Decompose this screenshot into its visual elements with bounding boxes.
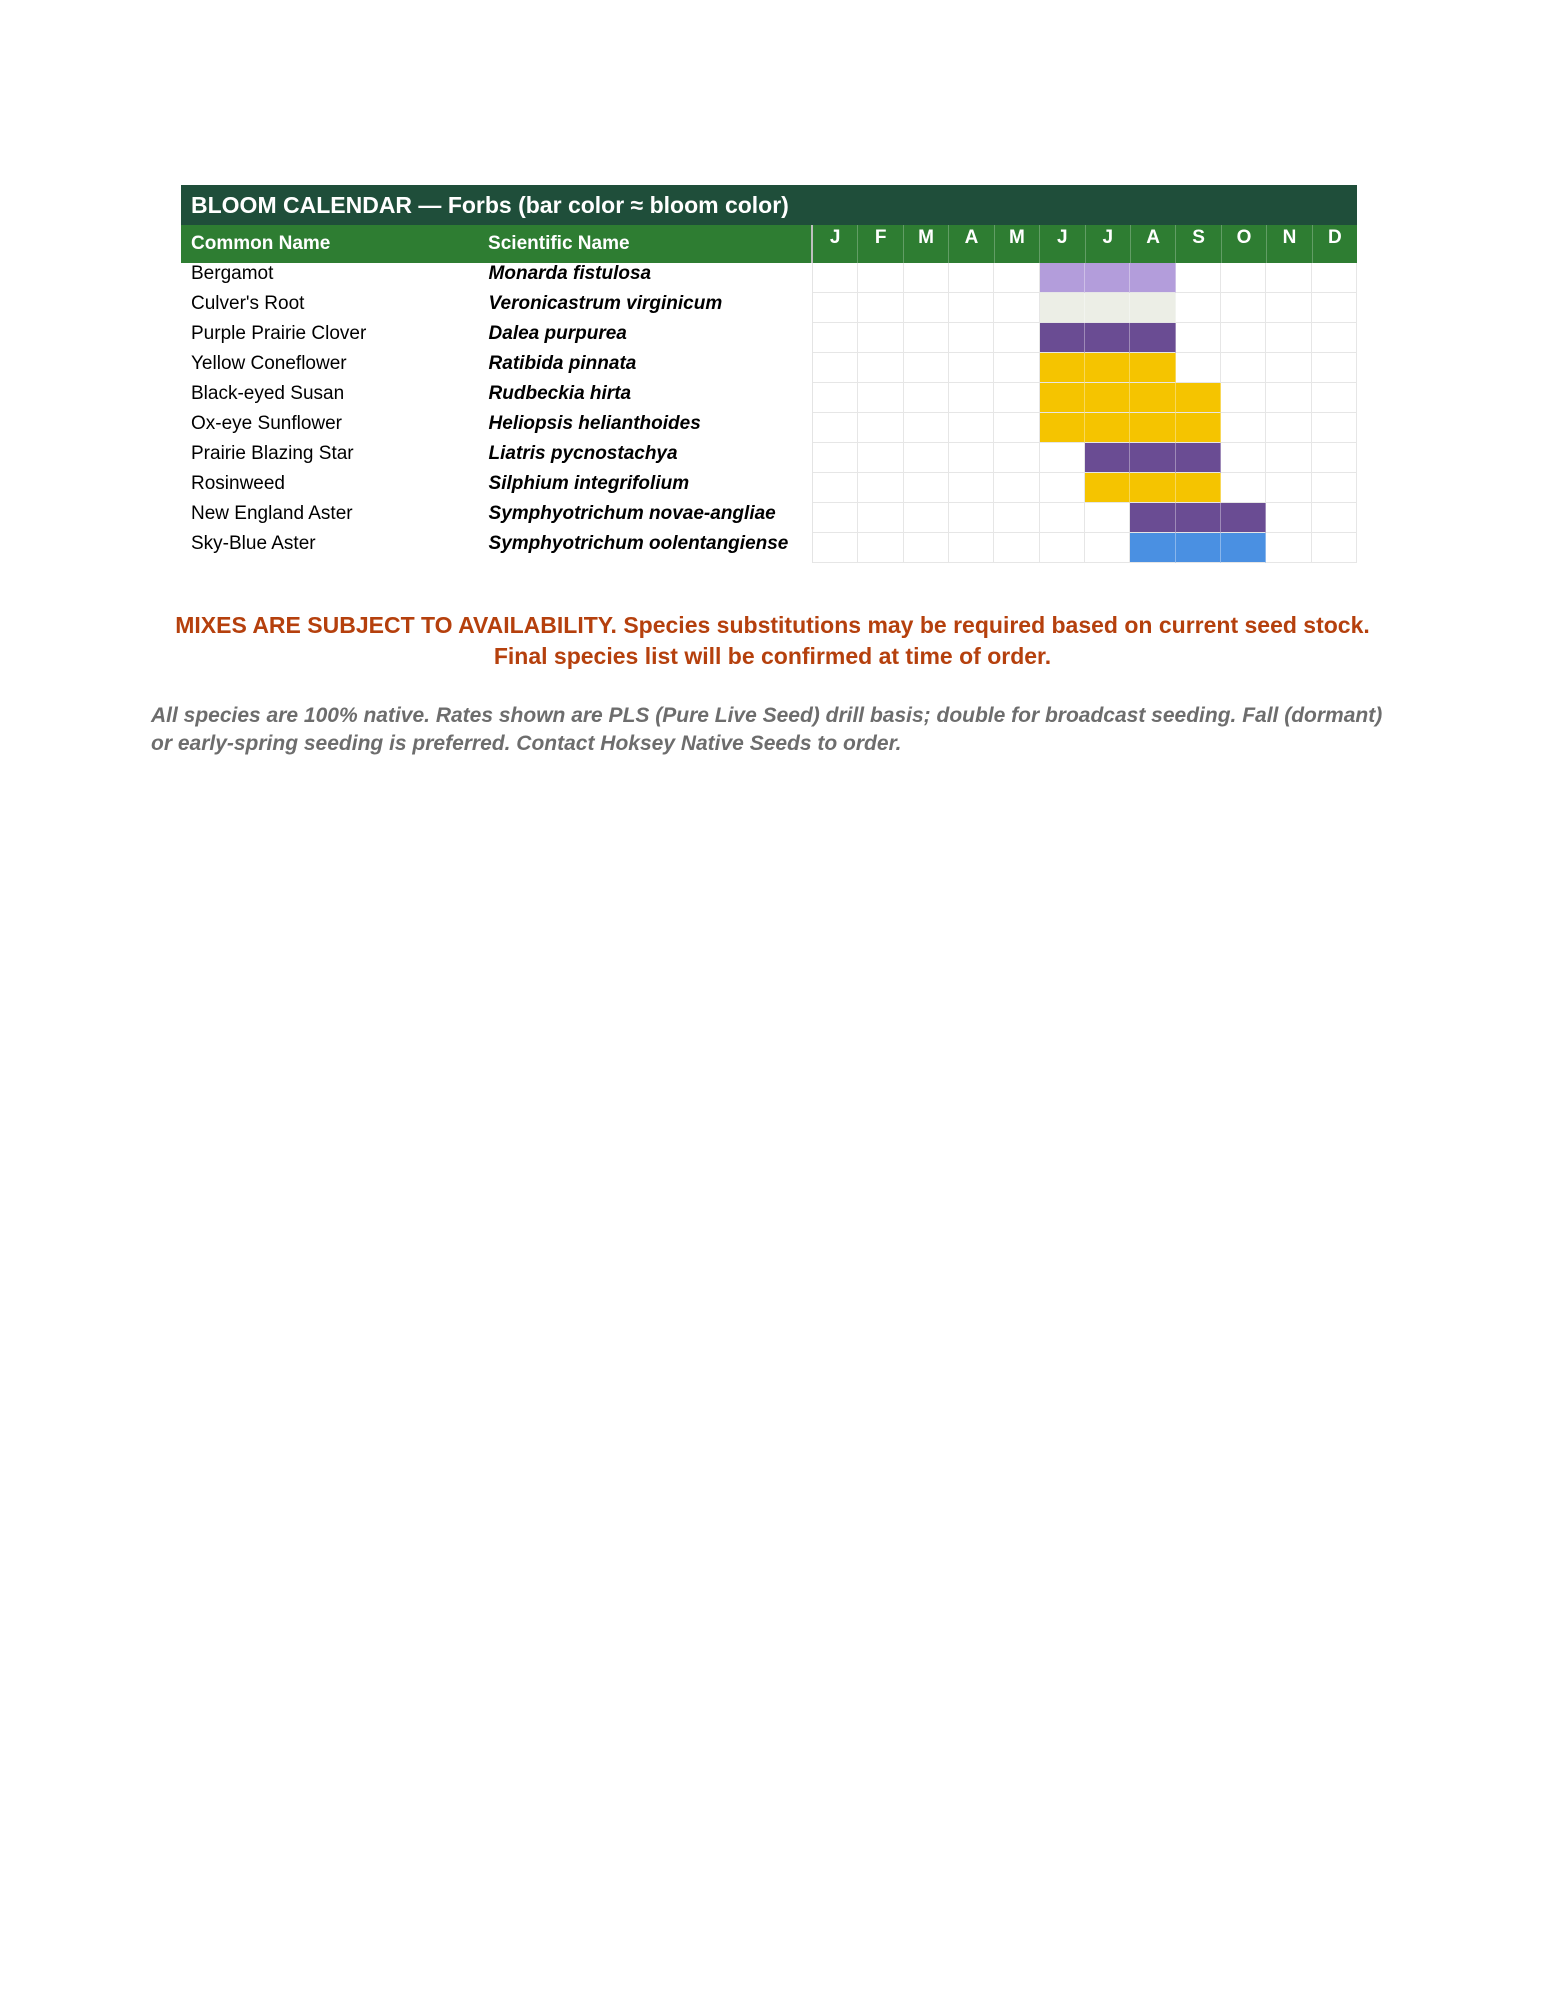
- bloom-grid: [812, 353, 1357, 383]
- bloom-grid: [812, 443, 1357, 473]
- month-header-10: O: [1221, 225, 1266, 263]
- month-cell: [813, 383, 858, 413]
- month-cell: [858, 263, 903, 293]
- bloom-bar-cell: [1085, 413, 1130, 443]
- table-row: [181, 263, 1357, 293]
- month-cell: [904, 473, 949, 503]
- common-name: Purple Prairie Clover: [191, 323, 367, 344]
- month-cell: [904, 533, 949, 563]
- month-header-1: J: [829, 227, 841, 248]
- table-row: [181, 533, 1357, 563]
- month-cell: [1221, 443, 1266, 473]
- month-cell: [813, 443, 858, 473]
- month-cell: [858, 503, 903, 533]
- bloom-calendar-table: [181, 185, 1357, 563]
- bloom-bar-cell: [1130, 413, 1175, 443]
- bloom-bar-cell: [1085, 293, 1130, 323]
- month-headers: [811, 225, 1357, 263]
- month-cell: [1221, 353, 1266, 383]
- month-header-6: J: [1039, 225, 1084, 263]
- bloom-bar-cell: [1085, 263, 1130, 293]
- column-header-scientific-name: Scientific Name: [488, 233, 630, 254]
- month-cell: [1312, 443, 1357, 473]
- table-row: [181, 323, 1357, 353]
- month-header-12: D: [1312, 225, 1357, 263]
- month-header-5: M: [994, 225, 1039, 263]
- month-cell: [994, 293, 1039, 323]
- table-row: [181, 443, 1357, 473]
- month-cell: [904, 503, 949, 533]
- month-cell: [904, 353, 949, 383]
- bloom-bar-cell: [1130, 503, 1175, 533]
- month-cell: [1312, 503, 1357, 533]
- month-header-4: A: [948, 225, 993, 263]
- bloom-bar-cell: [1130, 323, 1175, 353]
- table-row: [181, 473, 1357, 503]
- column-header-common-name: Common Name: [191, 233, 331, 254]
- scientific-name: Ratibida pinnata: [488, 353, 637, 374]
- month-cell: [1040, 443, 1085, 473]
- bloom-bar-cell: [1040, 353, 1085, 383]
- common-name: Bergamot: [191, 263, 274, 284]
- month-cell: [1040, 533, 1085, 563]
- table-title: BLOOM CALENDAR — Forbs (bar color ≈ bloom color): [181, 185, 1357, 225]
- month-cell: [858, 533, 903, 563]
- month-cell: [904, 293, 949, 323]
- month-cell: [949, 413, 994, 443]
- month-cell: [1176, 353, 1221, 383]
- month-cell: [1312, 353, 1357, 383]
- table-row: [181, 503, 1357, 533]
- month-cell: [949, 353, 994, 383]
- bloom-grid: [812, 413, 1357, 443]
- month-cell: [1266, 413, 1311, 443]
- month-cell: [1266, 353, 1311, 383]
- bloom-grid: [812, 263, 1357, 293]
- bloom-bar-cell: [1221, 503, 1266, 533]
- month-cell: [813, 293, 858, 323]
- common-name: Sky-Blue Aster: [191, 533, 316, 554]
- month-cell: [994, 263, 1039, 293]
- table-row: [181, 293, 1357, 323]
- month-cell: [813, 323, 858, 353]
- month-cell: [1266, 263, 1311, 293]
- month-cell: [813, 473, 858, 503]
- availability-notice: MIXES ARE SUBJECT TO AVAILABILITY. Species substitutions may be required based on current seed stock. Final species list will be confirmed at time of order.: [175, 612, 1370, 669]
- month-cell: [949, 443, 994, 473]
- month-cell: [1221, 263, 1266, 293]
- month-header-11: N: [1266, 225, 1311, 263]
- month-cell: [904, 443, 949, 473]
- bloom-bar-cell: [1085, 323, 1130, 353]
- month-cell: [1266, 383, 1311, 413]
- table-row: [181, 353, 1357, 383]
- seeding-footnote: All species are 100% native. Rates shown are PLS (Pure Live Seed) drill basis; double for broadcast seeding. Fall (dormant) or early-spring seeding is preferred. Contact Hoksey Native Seeds to order.: [151, 704, 1383, 755]
- bloom-bar-cell: [1040, 383, 1085, 413]
- month-cell: [994, 383, 1039, 413]
- bloom-bar-cell: [1040, 413, 1085, 443]
- scientific-name: Monarda fistulosa: [488, 263, 652, 284]
- month-cell: [858, 413, 903, 443]
- common-name: Ox-eye Sunflower: [191, 413, 343, 434]
- month-cell: [949, 533, 994, 563]
- bloom-bar-cell: [1130, 353, 1175, 383]
- month-cell: [858, 383, 903, 413]
- month-cell: [994, 413, 1039, 443]
- month-cell: [949, 383, 994, 413]
- bloom-bar-cell: [1040, 263, 1085, 293]
- scientific-name: Liatris pycnostachya: [488, 443, 678, 464]
- table-row: [181, 413, 1357, 443]
- month-cell: [813, 533, 858, 563]
- bloom-bar-cell: [1085, 383, 1130, 413]
- bloom-bar-cell: [1130, 473, 1175, 503]
- scientific-name: Heliopsis helianthoides: [488, 413, 701, 434]
- bloom-bar-cell: [1176, 383, 1221, 413]
- scientific-name: Silphium integrifolium: [488, 473, 690, 494]
- month-cell: [949, 263, 994, 293]
- bloom-grid: [812, 383, 1357, 413]
- month-cell: [1312, 383, 1357, 413]
- month-cell: [949, 473, 994, 503]
- bloom-bar-cell: [1130, 263, 1175, 293]
- month-cell: [858, 293, 903, 323]
- month-header-8: A: [1130, 225, 1175, 263]
- month-cell: [813, 263, 858, 293]
- month-header-9: S: [1175, 225, 1220, 263]
- month-cell: [813, 503, 858, 533]
- bloom-bar-cell: [1176, 413, 1221, 443]
- month-cell: [1266, 323, 1311, 353]
- month-cell: [858, 353, 903, 383]
- header-row: [181, 225, 1357, 263]
- month-header-7: J: [1085, 225, 1130, 263]
- month-cell: [813, 353, 858, 383]
- month-cell: [1312, 473, 1357, 503]
- bloom-bar-cell: [1176, 473, 1221, 503]
- month-cell: [1312, 263, 1357, 293]
- scientific-name: Dalea purpurea: [488, 323, 627, 344]
- common-name: Yellow Coneflower: [191, 353, 347, 374]
- month-cell: [1266, 293, 1311, 323]
- bloom-bar-cell: [1176, 443, 1221, 473]
- month-cell: [1176, 263, 1221, 293]
- species-rows: [181, 263, 1357, 563]
- bloom-bar-cell: [1085, 443, 1130, 473]
- month-header-3: M: [903, 225, 948, 263]
- scientific-name: Veronicastrum virginicum: [488, 293, 723, 314]
- month-cell: [1221, 413, 1266, 443]
- month-cell: [994, 323, 1039, 353]
- month-cell: [1312, 293, 1357, 323]
- scientific-name: Symphyotrichum novae-angliae: [488, 503, 776, 524]
- bloom-bar-cell: [1040, 293, 1085, 323]
- month-cell: [1312, 533, 1357, 563]
- month-cell: [994, 473, 1039, 503]
- month-cell: [1085, 503, 1130, 533]
- bloom-bar-cell: [1176, 533, 1221, 563]
- month-cell: [858, 473, 903, 503]
- scientific-name: Symphyotrichum oolentangiense: [488, 533, 789, 554]
- month-cell: [949, 323, 994, 353]
- month-cell: [1221, 323, 1266, 353]
- month-cell: [1040, 503, 1085, 533]
- month-cell: [1266, 473, 1311, 503]
- scientific-name: Rudbeckia hirta: [488, 383, 632, 404]
- bloom-grid: [812, 533, 1357, 563]
- month-cell: [813, 413, 858, 443]
- month-cell: [1221, 473, 1266, 503]
- month-cell: [1312, 323, 1357, 353]
- bloom-grid: [812, 473, 1357, 503]
- month-cell: [904, 413, 949, 443]
- month-cell: [1266, 533, 1311, 563]
- table-row: [181, 383, 1357, 413]
- month-cell: [949, 293, 994, 323]
- month-cell: [1176, 323, 1221, 353]
- bloom-bar-cell: [1221, 533, 1266, 563]
- bloom-bar-cell: [1040, 323, 1085, 353]
- month-cell: [994, 443, 1039, 473]
- month-cell: [949, 503, 994, 533]
- bloom-bar-cell: [1130, 443, 1175, 473]
- bloom-grid: [812, 293, 1357, 323]
- month-cell: [994, 353, 1039, 383]
- month-cell: [994, 503, 1039, 533]
- bloom-bar-cell: [1130, 533, 1175, 563]
- month-cell: [1266, 503, 1311, 533]
- bloom-bar-cell: [1176, 503, 1221, 533]
- bloom-grid: [812, 323, 1357, 353]
- month-cell: [1266, 443, 1311, 473]
- month-cell: [1312, 413, 1357, 443]
- month-cell: [858, 323, 903, 353]
- common-name: Culver's Root: [191, 293, 305, 314]
- month-header-2: F: [857, 225, 902, 263]
- month-cell: [994, 533, 1039, 563]
- month-cell: [1085, 533, 1130, 563]
- month-cell: [1176, 293, 1221, 323]
- bloom-bar-cell: [1085, 353, 1130, 383]
- month-cell: [1040, 473, 1085, 503]
- common-name: Prairie Blazing Star: [191, 443, 354, 464]
- month-cell: [1221, 383, 1266, 413]
- month-cell: [904, 323, 949, 353]
- month-cell: [904, 263, 949, 293]
- common-name: Rosinweed: [191, 473, 285, 494]
- month-cell: [904, 383, 949, 413]
- bloom-bar-cell: [1130, 293, 1175, 323]
- bloom-bar-cell: [1130, 383, 1175, 413]
- bloom-bar-cell: [1085, 473, 1130, 503]
- month-cell: [1221, 293, 1266, 323]
- common-name: New England Aster: [191, 503, 353, 524]
- month-cell: [858, 443, 903, 473]
- common-name: Black-eyed Susan: [191, 383, 345, 404]
- bloom-grid: [812, 503, 1357, 533]
